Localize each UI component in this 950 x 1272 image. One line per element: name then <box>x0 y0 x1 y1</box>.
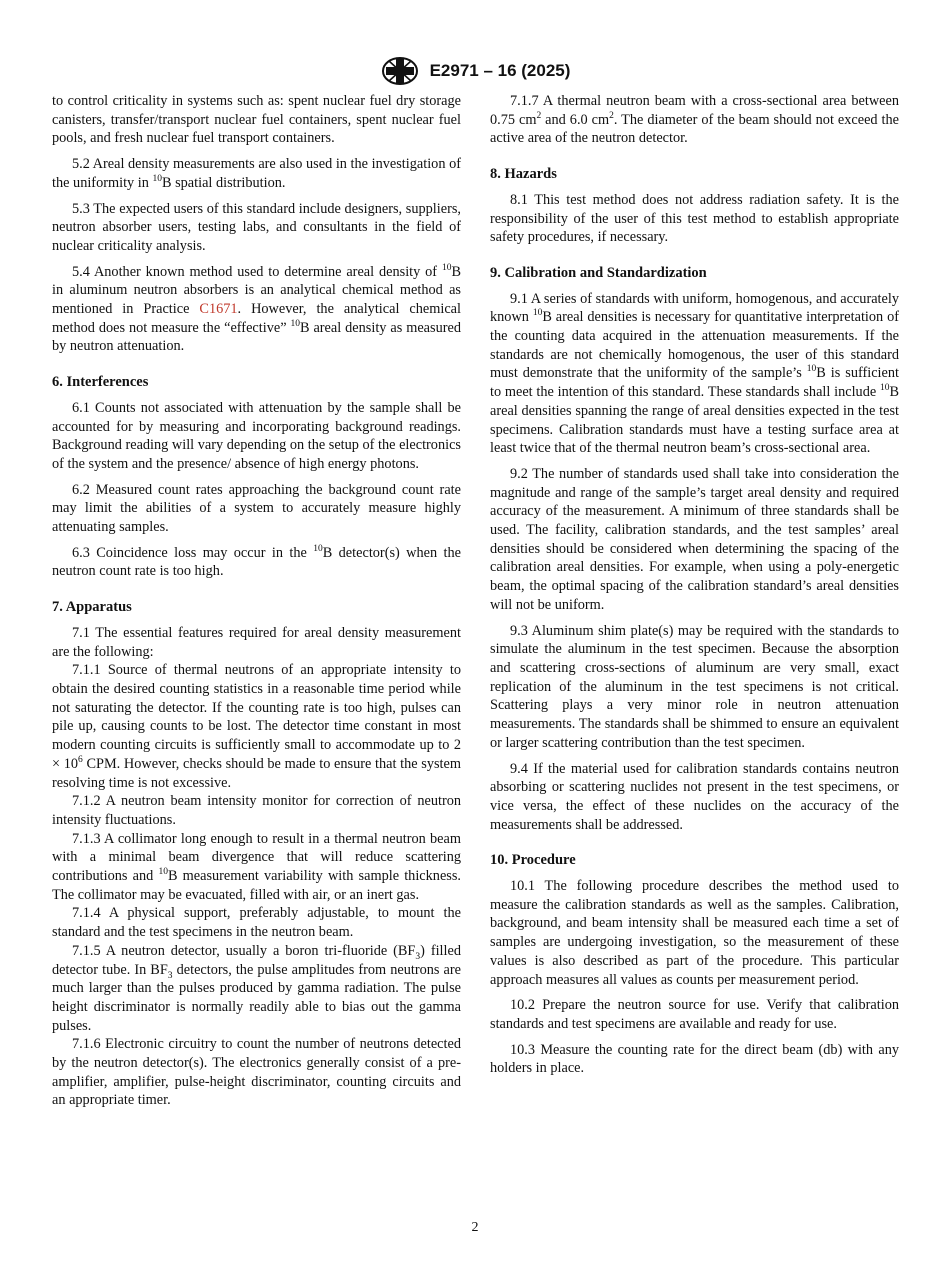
paragraph-7-1-2: 7.1.2 A neutron beam intensity monitor for correction of neutron intensity fluctuations. <box>52 793 461 828</box>
paragraph-10-2: 10.2 Prepare the neutron source for use. Verify that calibration standards and test specimens are available and ready for use. <box>490 997 899 1032</box>
paragraph-7-1: 7.1 The essential features required for areal density measurement are the following: <box>52 624 461 660</box>
paragraph-5-2: 5.2 Areal density measurements are also used in the investigation of the uniformity in $^{10}$B spatial distribution. <box>52 156 461 191</box>
section-8-heading: 8. Hazards <box>490 166 557 183</box>
standard-designation: E2971 – 16 (2025) <box>429 61 571 80</box>
c1671-link[interactable]: C1671 <box>199 301 238 318</box>
paragraph-9-1: 9.1 A series of standards with uniform, homogenous, and accurately known $^{10}$B areal densities is necessary for quantitative interpretation of the counting data acquired in the attenuation measurements. If the standards are not chemically homogenous, the user of this standard must demonstrate that the uniformity of the sample’s $^{10}$B is sufficient to meet the intention of this standard. These standards shall include $^{10}$B areal densities spanning the range of areal densities expected in the test specimens. Calibration standards must have a testing surface area at least twice that of the thermal neutron beam’s cross-sectional area. <box>490 290 899 457</box>
paragraph-5-4: 5.4 Another known method used to determine areal density of $^{10}$B in aluminum neutron absorbers is an analytical chemical method as mentioned in Practice C1671. However, the analytical chemical method does not measure the “effective” $^{10}$B areal density as measured by neutron attenuation. <box>52 262 462 355</box>
astm-logo <box>380 56 420 86</box>
paragraph-continuation: to control criticality in systems such as: spent nuclear fuel dry storage canisters, transfer/transport nuclear fuel containers, spent nuclear fuel pools, and fresh nuclear fuel transport containers. <box>52 93 461 147</box>
paragraph-7-1-3: 7.1.3 A collimator long enough to result in a thermal neutron beam with a minimal beam divergence that will reduce scattering contributions and $^{10}$B measurement variability with sample thickness. The collimator may be evacuated, filled with air, or an inert gas. <box>52 830 461 903</box>
paragraph-5-3: 5.3 The expected users of this standard include designers, suppliers, neutron absorber users, testing labs, and consultants in the field of nuclear criticality analysis. <box>52 200 461 254</box>
paragraph-8-1: 8.1 This test method does not address radiation safety. It is the responsibility of the user of this test method to establish appropriate safety procedures, if necessary. <box>490 191 899 246</box>
paragraph-10-1: 10.1 The following procedure describes the method used to measure the calibration standards as well as the samples. Calibration, background, and beam intensity shall be measured each time a set of samples are undergoing investigation, so the measurement of these values is also described as part of the procedure. This particular approach measures all values as counts per measurement period. <box>490 878 899 988</box>
paragraph-9-2: 9.2 The number of standards used shall take into consideration the magnitude and range of the sample’s target areal density and required accuracy of the measurement. A minimum of three standards shall be used. The facility, calibration standards, and the test samples’ areal densities should be considered when determining the spacing of the calibration areal densities. For example, when using a poly-energetic beam, the optimal spacing of the calibration standard’s areal densities will not be uniform. <box>490 465 899 613</box>
section-10-heading: 10. Procedure <box>490 852 576 869</box>
section-7-heading: 7. Apparatus <box>52 599 132 616</box>
paragraph-9-4: 9.4 If the material used for calibration standards contains neutron absorbing or scattering nuclides not present in the test specimens, or vice versa, the effect of these nuclides on the accuracy of the measurements shall be addressed. <box>490 760 899 833</box>
section-9-heading: 9. Calibration and Standardization <box>490 264 707 281</box>
paragraph-7-1-5: 7.1.5 A neutron detector, usually a boron tri-fluoride $(BF_3)$ filled detector tube. In $BF_3$ detectors, the pulse amplitudes from neutrons are much larger than the pulses produced by gamma radiation. The pulse height discriminator is normally readily able to bias out the gamma pulses. <box>52 942 461 1034</box>
paragraph-9-3: 9.3 Aluminum shim plate(s) may be required with the standards to simulate the aluminum in the test specimen. Because the absorption and scattering cross-sections of aluminum are very small, exact replication of the aluminum in the test specimens is not critical. Scattering plays a very minor role in neutron attenuation measurements. The standards shall be shimmed to ensure an equivalent or larger scattering contribution than the test specimen. <box>490 622 899 751</box>
right-column <box>490 92 899 1085</box>
paragraph-7-1-7: 7.1.7 A thermal neutron beam with a cross-sectional area between 0.75 $cm^2$ and 6.0 $cm^2$. The diameter of the beam should not exceed the active area of the neutron detector. <box>490 93 900 147</box>
paragraph-6-3: 6.3 Coincidence loss may occur in the $^{10}$B detector(s) when the neutron count rate is too high. <box>52 544 461 580</box>
paragraph-7-1-4: 7.1.4 A physical support, preferably adjustable, to mount the standard and the test specimens in the neutron beam. <box>52 905 461 941</box>
paragraph-7-1-1: 7.1.1 Source of thermal neutrons of an appropriate intensity to obtain the desired counting statistics in a reasonable time period while not saturating the detector. If the counting rate is too high, pulses can pile up, causing counts to be lost. The detector time constant in most modern counting circuits is sufficiently small to accommodate up to $2 \times 10^6$ CPM. However, checks should be made to ensure that the system resolving time is not excessive. <box>52 662 461 791</box>
paragraph-10-3: 10.3 Measure the counting rate for the direct beam (db) with any holders in place. <box>490 1041 899 1077</box>
paragraph-6-2: 6.2 Measured count rates approaching the background count rate may limit the abilities of a system to accurately measure highly attenuating samples. <box>52 481 461 536</box>
paragraph-6-1: 6.1 Counts not associated with attenuation by the sample shall be accounted for by measuring and incorporating background readings. Background reading will vary depending on the setup of the electronics of the system and the presence/ absence of high energy photons. <box>52 399 461 472</box>
page-header <box>0 56 950 86</box>
paragraph-7-1-6: 7.1.6 Electronic circuitry to count the number of neutrons detected by the neutron detector(s). The electronics generally consist of a pre-amplifier, amplifier, pulse-height discriminator, counting circuits and an appropriate timer. <box>52 1036 461 1109</box>
page-number: 2 <box>471 1220 479 1235</box>
left-column <box>52 92 461 1110</box>
section-6-heading: 6. Interferences <box>52 374 149 391</box>
